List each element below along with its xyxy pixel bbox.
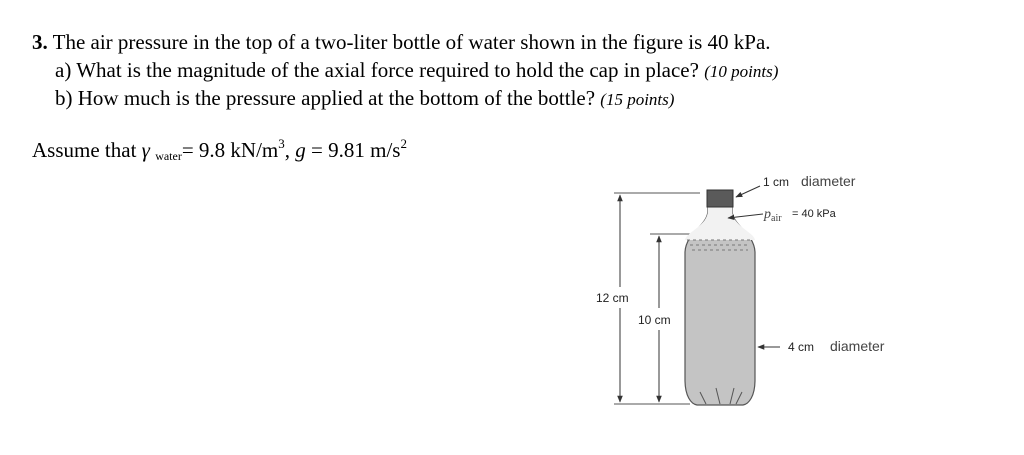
pressure-label — [763, 207, 782, 224]
bottle — [685, 190, 755, 405]
g-value: = 9.81 m/s — [305, 138, 401, 162]
part-a-text: What is the magnitude of the axial force required to hold the cap in place? — [76, 58, 699, 82]
height-10cm-label: 10 cm — [638, 313, 671, 327]
height-12cm-label: 12 cm — [596, 291, 629, 305]
cubed-exponent: 3 — [278, 136, 285, 151]
body-dim-word: diameter — [830, 338, 885, 354]
assumption-lead: Assume that — [32, 138, 142, 162]
question-number: 3. — [32, 30, 48, 54]
pressure-symbol: p — [764, 207, 771, 222]
bottle-cap — [707, 190, 733, 207]
body-dim-value: 4 cm — [788, 340, 815, 354]
g-symbol: g — [295, 138, 306, 162]
cap-dim-word: diameter — [801, 173, 856, 189]
gamma-value: = 9.8 kN/m — [181, 138, 279, 162]
pressure-value: = 40 kPa — [792, 208, 836, 220]
squared-exponent: 2 — [400, 136, 407, 151]
part-a-label: a) — [55, 58, 72, 82]
cap-dim-value: 1 cm — [763, 175, 790, 189]
air-space — [685, 207, 755, 240]
pressure-subscript: air — [771, 213, 782, 224]
gamma-subscript: water — [155, 149, 182, 163]
assumption-separator: , — [284, 138, 296, 162]
part-a-points: (10 points) — [704, 62, 779, 81]
part-b-points: (15 points) — [600, 90, 675, 109]
cap-dim-arrow — [736, 186, 760, 197]
part-b-text: How much is the pressure applied at the bottom of the bottle? — [77, 86, 596, 110]
part-b-label: b) — [55, 86, 73, 110]
gamma-symbol: γ — [141, 138, 150, 162]
question-text: The air pressure in the top of a two-liter bottle of water shown in the figure is 40 kPa. — [52, 30, 771, 54]
